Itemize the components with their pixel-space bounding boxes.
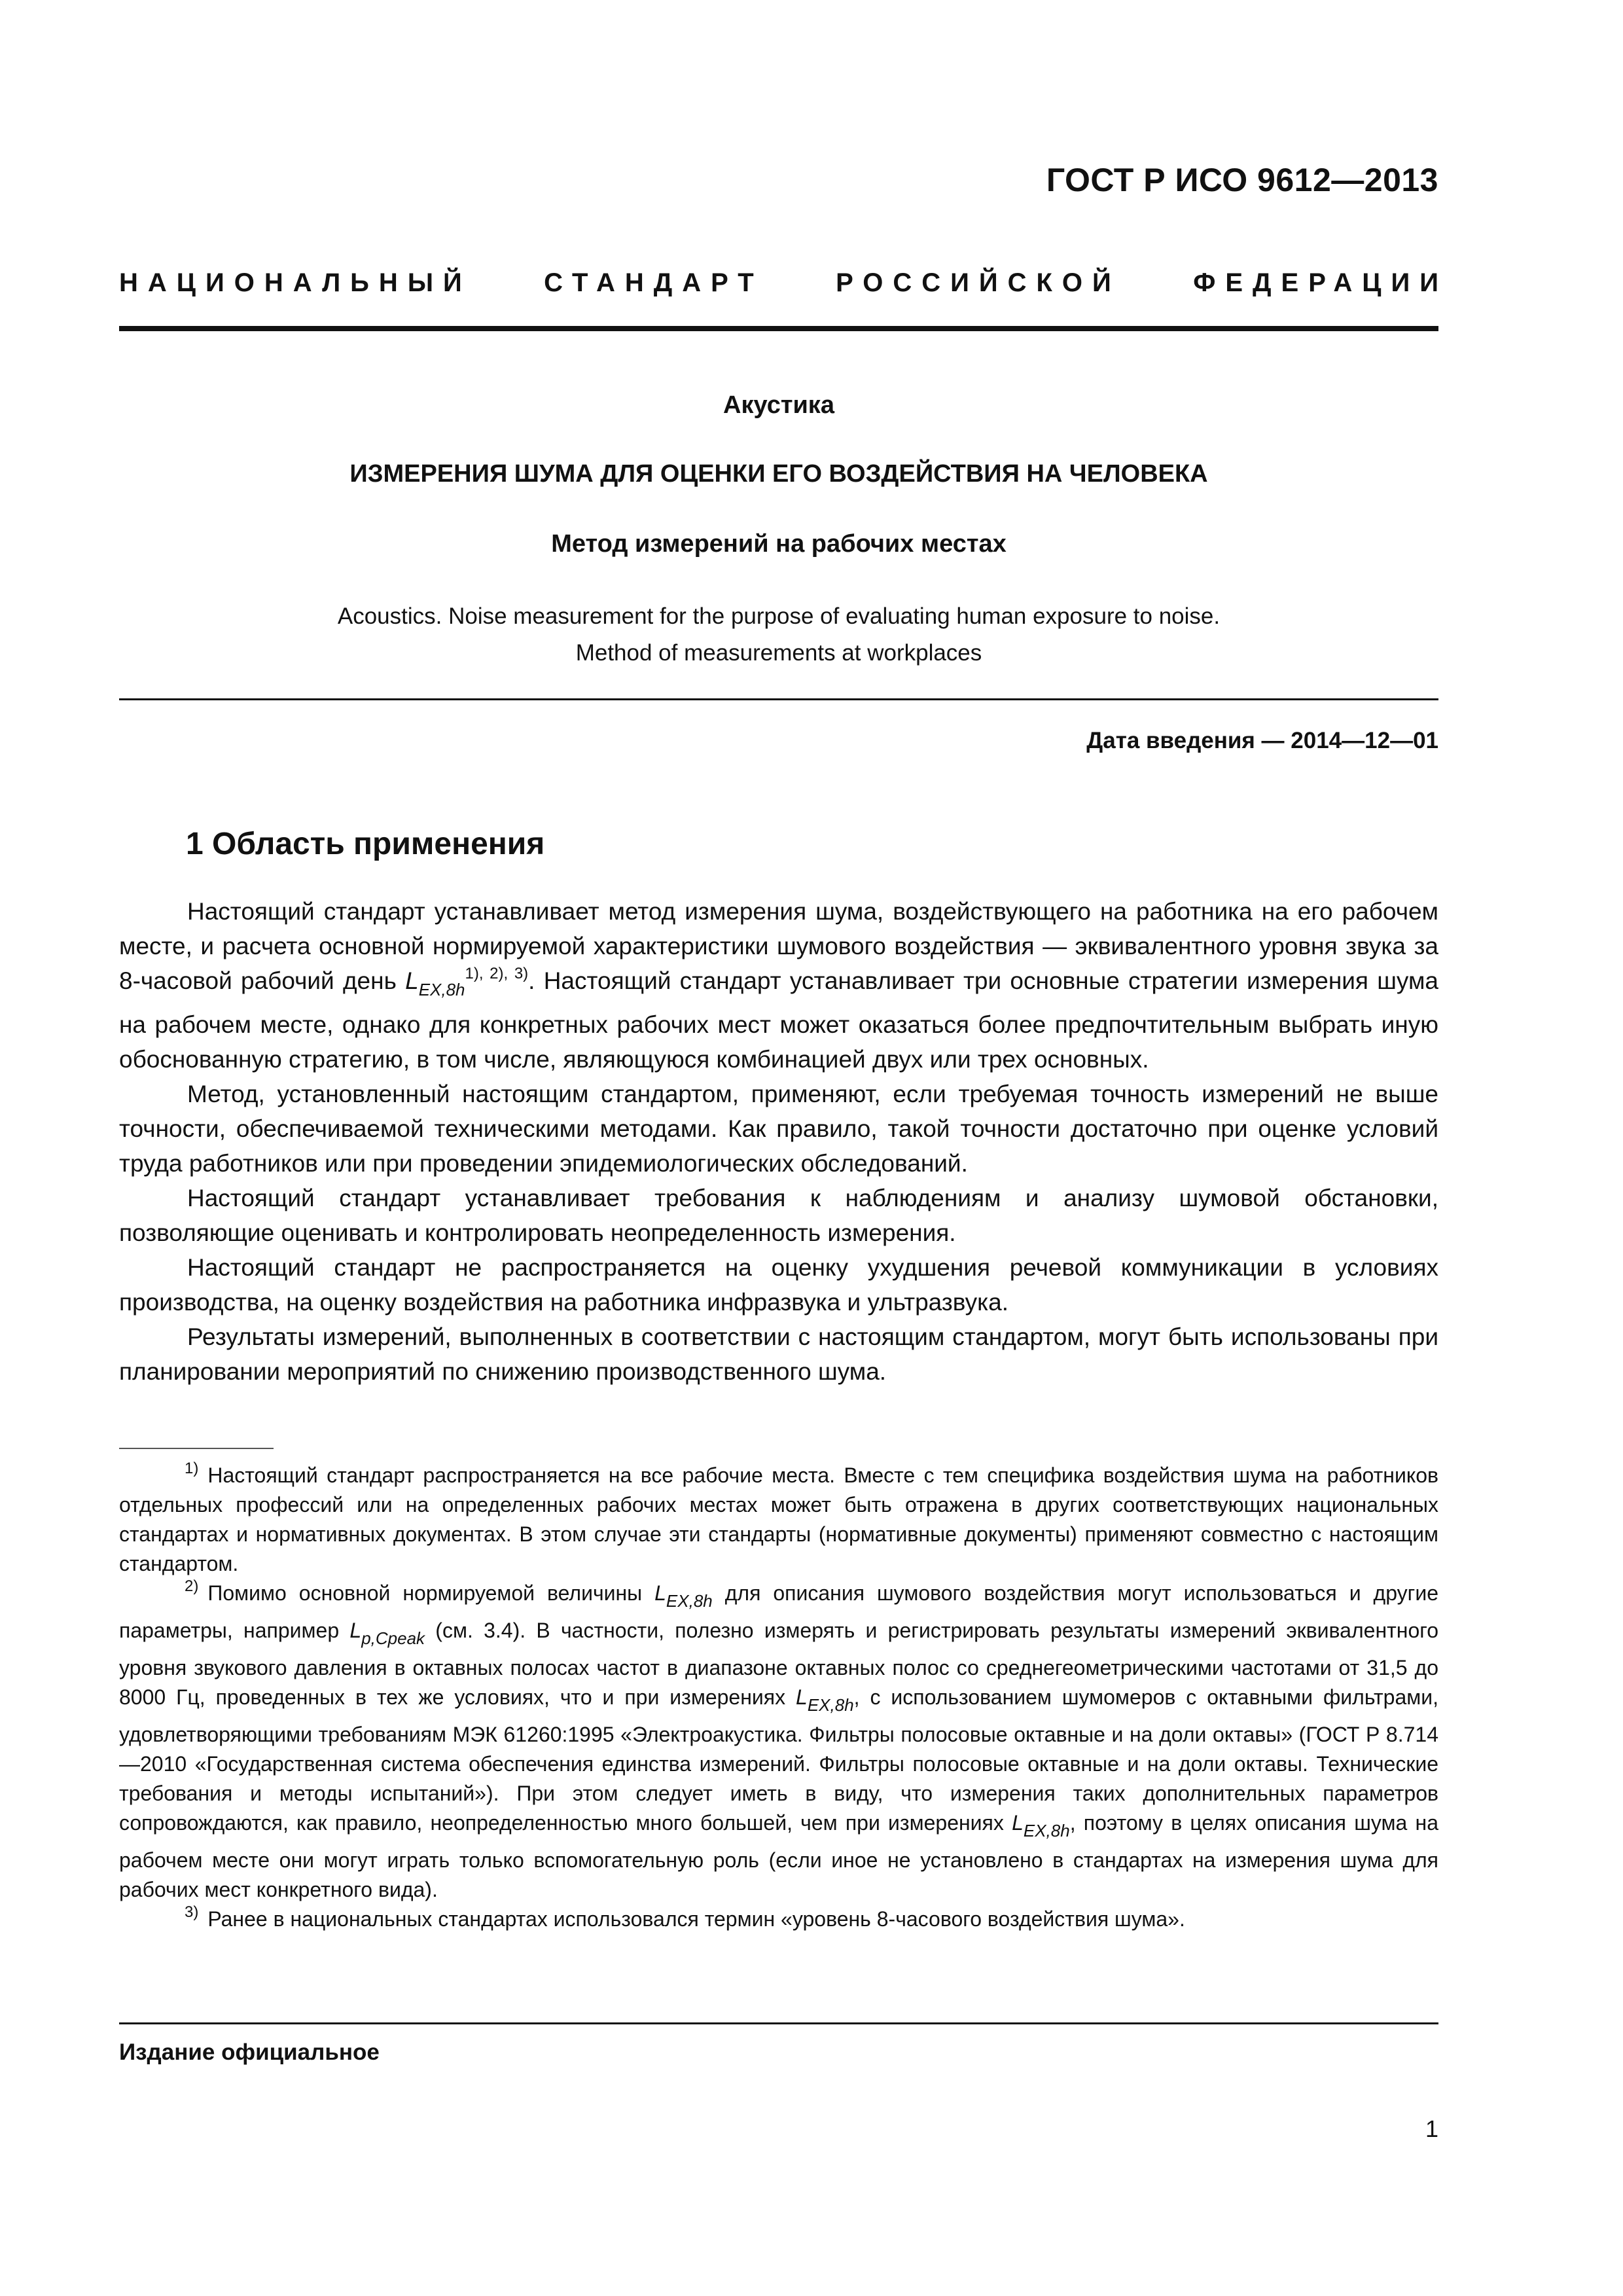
paragraph: Настоящий стандарт не распространяется на оценку ухудшения речевой коммуникации в условиях производства, на оценку воздействия на работника инфразвука и ультразвука. — [119, 1254, 1438, 1316]
footnote-refs: 1), 2), 3) — [465, 965, 529, 982]
footnote-2: $^{2)}$ Помимо основной нормируемой величины $L_{EX,8h}$ для описания шумового воздействия могут использоваться и другие параметры, например $L_{p,Cpeak}$ (см. 3.4). В частности, полезно измерять и регистрировать результаты измерений эквивалентного уровня звукового давления в октавных полосах частот в диапазоне октавных полос со среднегеометрическими частотами от 31,5 до 8000 Гц, проведенных в тех же условиях, что и при измерениях $L_{EX,8h}$, с использованием шумомеров с октавными фильтрами, удовлетворяющими требованиям МЭК 61260:1995 «Электроакустика. Фильтры полосовые октавные и на доли октавы» (ГОСТ Р 8.714—2010 «Государственная система обеспечения единства измерений. Фильтры полосовые октавные и на доли октавы. Технические требования и методы испытаний»). При этом следует иметь в виду, что измерения таких дополнительных параметров сопровождаются, как правило, неопределенностью много большей, чем при измерениях $L_{EX,8h}$, поэтому в целях описания шума на рабочем месте они могут играть только вспомогательную роль (если иное не установлено в стандартах на измерения шума для рабочих мест конкретного вида). — [119, 1577, 1439, 1901]
footnote-3: $^{3)}$ Ранее в национальных стандартах использовался термин «уровень 8-часового воздействия шума». — [185, 1903, 1185, 1931]
national-title-word: ФЕДЕРАЦИИ — [1193, 268, 1448, 297]
subject-heading: Акустика — [723, 391, 834, 419]
english-title — [119, 598, 1438, 672]
paragraph: Настоящий стандарт устанавливает метод измерения шума, воздействующего на работника на его рабочем месте, и расчета основной нормируемой характеристики шумового воздействия — эквивалентного уровня звука за 8-часовой рабочий день $L_{EX,8h}^{1), 2), 3)}$. Настоящий стандарт устанавливает три основные стратегии измерения шума на рабочем месте, однако для конкретных рабочих мест может оказаться более предпочтительным выбрать иную обоснованную стратегию, в том числе, являющуюся комбинацией двух или трех основных. — [119, 898, 1439, 1073]
footnote-separator — [119, 1448, 274, 1449]
section-heading: 1 Область применения — [186, 827, 545, 861]
document-title: ИЗМЕРЕНИЯ ШУМА ДЛЯ ОЦЕНКИ ЕГО ВОЗДЕЙСТВИЯ НА ЧЕЛОВЕКА — [349, 460, 1208, 488]
symbol-lpcpeak: $L_{p,Cpeak}$ — [349, 1619, 425, 1648]
paragraph: Результаты измерений, выполненных в соответствии с настоящим стандартом, могут быть использованы при планировании мероприятий по снижению производственного шума. — [119, 1323, 1438, 1385]
english-title-line: Method of measurements at workplaces — [575, 640, 982, 666]
title-divider — [119, 698, 1438, 700]
footnote-1: $^{1)}$ Настоящий стандарт распространяется на все рабочие места. Вместе с тем специфика воздействия шума на работников отдельных профессий или на определенных рабочих местах может быть отражена в других соответствующих национальных стандартах и нормативных документах. В этом случае эти стандарты (нормативные документы) применяют совместно с настоящим стандартом. — [119, 1460, 1438, 1575]
english-title-line: Acoustics. Noise measurement for the purpose of evaluating human exposure to noise. — [337, 603, 1221, 629]
footnote-mark: 3) — [185, 1903, 199, 1921]
header-divider — [119, 326, 1438, 331]
section-body — [119, 894, 1438, 1389]
national-title-word: РОССИЙСКОЙ — [836, 268, 1121, 297]
footnote-mark: 1) — [185, 1460, 199, 1477]
footer-divider — [119, 2022, 1438, 2024]
symbol-lex8h: $L_{EX,8h}$ — [796, 1685, 854, 1715]
national-standard-title — [119, 268, 1448, 298]
paragraph: Метод, установленный настоящим стандартом, применяют, если требуемая точность измерений не выше точности, обеспечиваемой техническими методами. Как правило, такой точности достаточно при оценке условий труда работников или при проведении эпидемиологических обследований. — [119, 1081, 1438, 1177]
footnotes — [119, 1461, 1438, 1934]
introduction-date: Дата введения — 2014—12—01 — [1086, 728, 1438, 753]
footnote-mark: 2) — [185, 1577, 199, 1595]
page-number: 1 — [1425, 2115, 1438, 2142]
symbol-lex8h: $L_{EX,8h}$ — [1012, 1811, 1070, 1840]
doc-code: ГОСТ Р ИСО 9612—2013 — [1046, 162, 1438, 198]
national-title-word: СТАНДАРТ — [544, 268, 764, 297]
paragraph: Настоящий стандарт устанавливает требования к наблюдениям и анализу шумовой обстановки, позволяющие оценивать и контролировать неопределенность измерения. — [119, 1185, 1438, 1246]
method-subtitle: Метод измерений на рабочих местах — [551, 530, 1007, 558]
symbol-lex8h: $L_{EX,8h}$ — [405, 967, 465, 999]
symbol-lex8h: $L_{EX,8h}$ — [654, 1581, 713, 1611]
edition-label: Издание официальное — [119, 2039, 380, 2065]
national-title-word: НАЦИОНАЛЬНЫЙ — [119, 268, 472, 297]
